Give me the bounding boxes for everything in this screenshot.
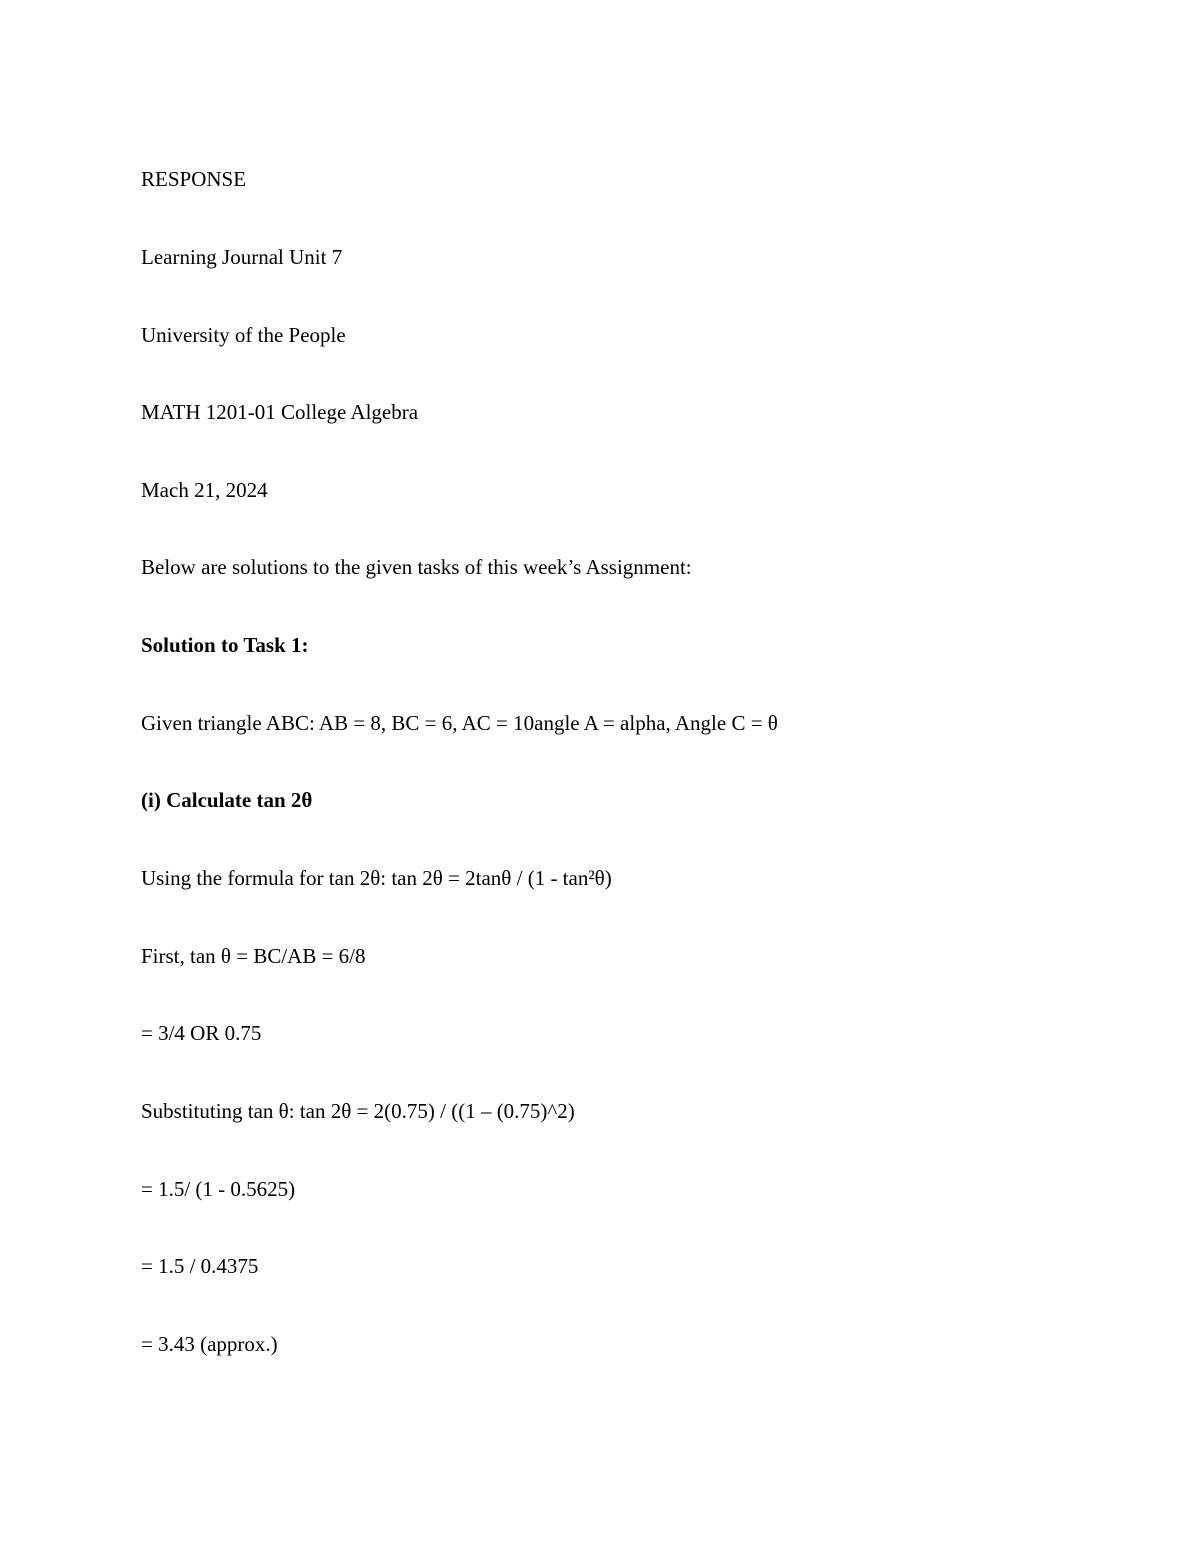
task1-given: Given triangle ABC: AB = 8, BC = 6, AC = 10angle A = alpha, Angle C = θ xyxy=(141,711,778,735)
part-i-heading: (i) Calculate tan 2θ xyxy=(141,788,313,812)
document-date: Mach 21, 2024 xyxy=(141,478,268,502)
university-name: University of the People xyxy=(141,323,346,347)
task1-heading: Solution to Task 1: xyxy=(141,633,309,657)
formula-line: Using the formula for tan 2θ: tan 2θ = 2tanθ / (1 - tan²θ) xyxy=(141,866,612,890)
course-name: MATH 1201-01 College Algebra xyxy=(141,400,419,424)
response-label: RESPONSE xyxy=(141,167,247,191)
result-line: = 3.43 (approx.) xyxy=(141,1332,278,1356)
intro-text: Below are solutions to the given tasks of this week’s Assignment: xyxy=(141,555,692,579)
journal-title: Learning Journal Unit 7 xyxy=(141,245,343,269)
step-divide: = 1.5 / 0.4375 xyxy=(141,1254,259,1278)
step-subtract: = 1.5/ (1 - 0.5625) xyxy=(141,1177,296,1201)
step-first: First, tan θ = BC/AB = 6/8 xyxy=(141,944,366,968)
step-substitute: Substituting tan θ: tan 2θ = 2(0.75) / ((1 – (0.75)^2) xyxy=(141,1099,575,1123)
step-ratio: = 3/4 OR 0.75 xyxy=(141,1021,262,1045)
